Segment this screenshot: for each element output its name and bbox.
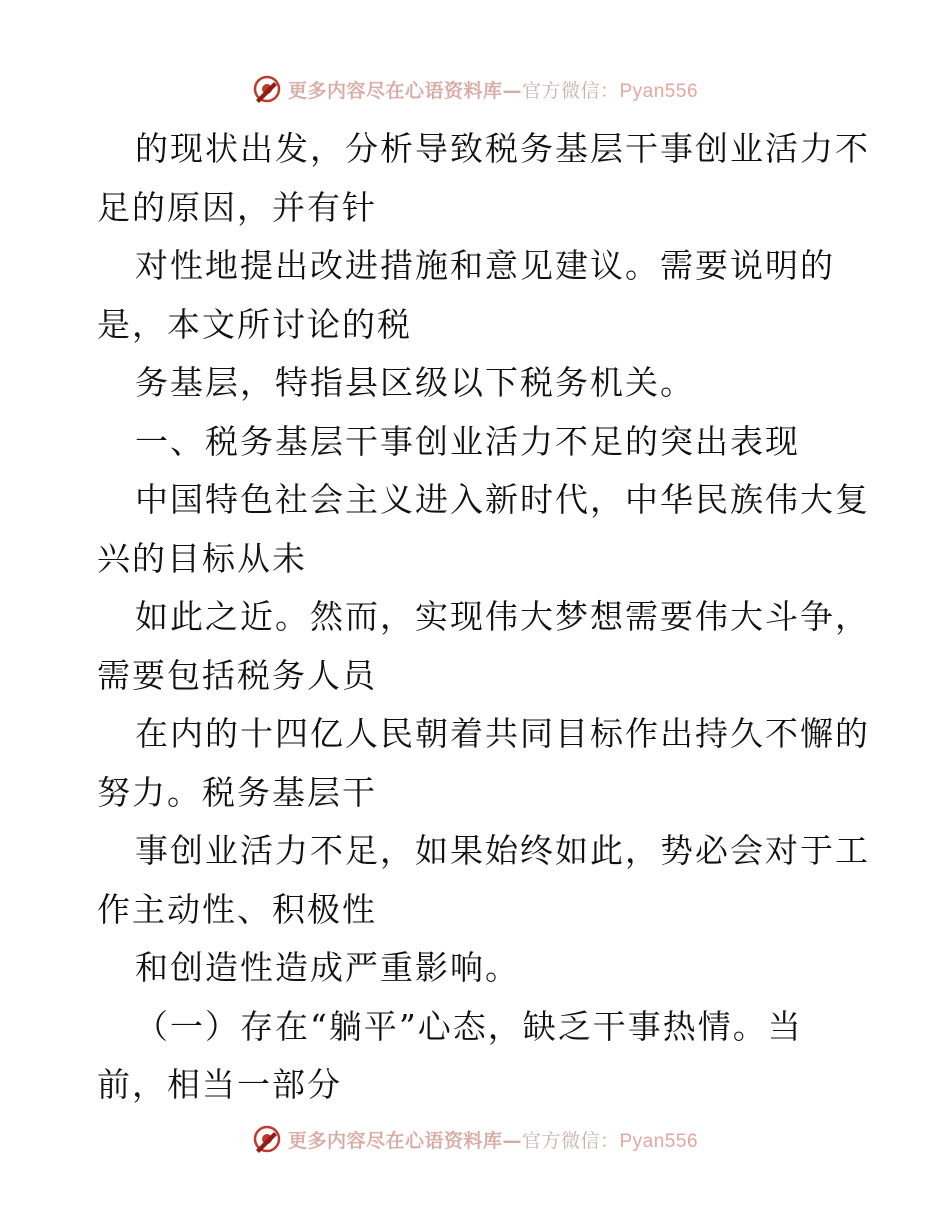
text-line: 前，相当一部分 — [97, 1065, 342, 1104]
text-line: （一）存在“躺平”心态，缺乏干事热情。当 — [135, 1006, 803, 1046]
text-line: 对性地提出改进措施和意见建议。需要说明的 — [135, 246, 835, 285]
watermark-id: Pyan556 — [619, 80, 699, 102]
pen-logo-icon — [252, 74, 282, 104]
text-line: 足的原因，并有针 — [97, 187, 377, 227]
text-line: 努力。税务基层干 — [97, 772, 377, 812]
text-line: 作主动性、积极性 — [97, 889, 377, 929]
text-line: 和创造性造成严重影响。 — [135, 948, 520, 987]
footer-watermark — [0, 1122, 950, 1156]
watermark-official: 官方微信： — [521, 79, 620, 102]
text-line: 如此之近。然而，实现伟大梦想需要伟大斗争， — [135, 597, 870, 636]
watermark-id: Pyan556 — [619, 1130, 699, 1152]
watermark-text — [288, 1126, 698, 1153]
watermark-dash: — — [502, 79, 522, 102]
watermark-dash: — — [502, 1129, 522, 1152]
text-line: 兴的目标从未 — [97, 538, 307, 578]
watermark-text — [288, 76, 698, 103]
watermark-site: 更多内容尽在心语资料库 — [287, 1129, 503, 1152]
text-line: 在内的十四亿人民朝着共同目标作出持久不懈的 — [135, 714, 870, 753]
watermark-site: 更多内容尽在心语资料库 — [287, 79, 503, 102]
text-line: 事创业活力不足，如果始终如此，势必会对于工 — [135, 831, 870, 870]
pen-logo-icon — [252, 1124, 282, 1154]
text-line: 务基层，特指县区级以下税务机关。 — [135, 363, 695, 402]
header-watermark — [0, 72, 950, 106]
text-line: 需要包括税务人员 — [97, 655, 377, 695]
document-body — [97, 120, 870, 1115]
watermark-official: 官方微信： — [521, 1129, 620, 1152]
text-line: 中国特色社会主义进入新时代，中华民族伟大复 — [135, 480, 870, 519]
text-line: 一、税务基层干事创业活力不足的突出表现 — [135, 421, 800, 461]
text-line: 是，本文所讨论的税 — [97, 304, 412, 344]
text-line: 的现状出发，分析导致税务基层干事创业活力不 — [135, 129, 870, 168]
